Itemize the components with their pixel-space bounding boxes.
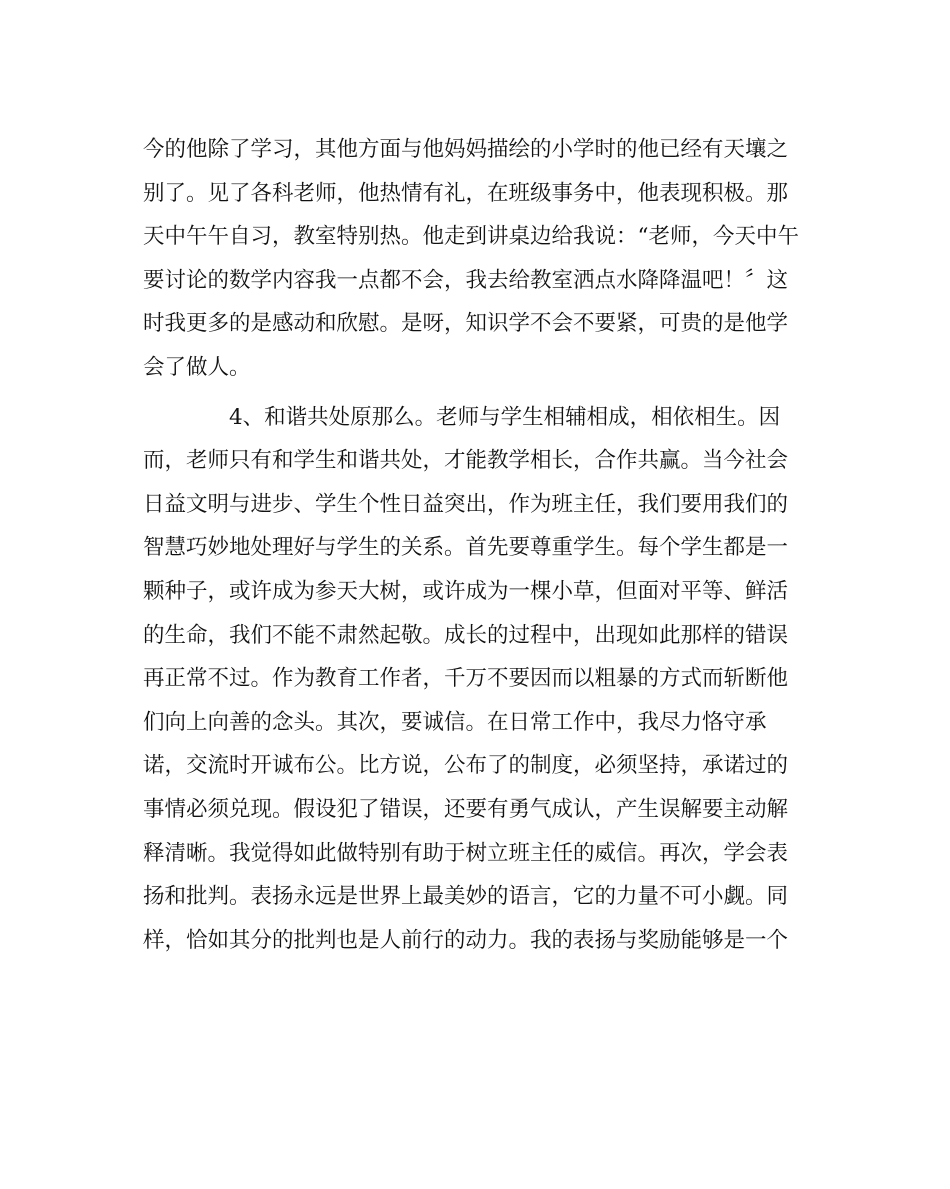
text-line: 今的他除了学习，其他方面与他妈妈描绘的小学时的他已经有天壤之 <box>143 137 789 162</box>
text-line: 会了做人。 <box>143 354 251 380</box>
text-line: 样，恰如其分的批判也是人前行的动力。我的表扬与奖励能够是一个 <box>143 927 789 953</box>
paragraph <box>143 128 803 390</box>
text-line: 别了。见了各科老师，他热情有礼，在班级事务中，他表现积极。那 <box>143 180 789 206</box>
text-line: 时我更多的是感动和欣慰。是呀，知识学不会不要紧，可贵的是他学 <box>143 311 789 337</box>
text-line: 日益文明与进步、学生个性日益突出，作为班主任，我们要用我们的 <box>143 491 789 517</box>
text-line: 们向上向善的念头。其次，要诚信。在日常工作中，我尽力恪守承 <box>143 709 767 735</box>
text-line: 诺，交流时开诚布公。比方说，公布了的制度，必须坚持，承诺过的 <box>143 753 789 779</box>
text-line: 要讨论的数学内容我一点都不会，我去给教室洒点水降降温吧！〞这 <box>143 267 789 293</box>
text-line: 扬和批判。表扬永远是世界上最美妙的语言，它的力量不可小觑。同 <box>143 884 789 910</box>
paragraph <box>143 396 803 963</box>
text-line: 4、和谐共处原那么。老师与学生相辅相成，相依相生。因 <box>229 404 781 430</box>
text-line: 颗种子，或许成为参天大树，或许成为一棵小草，但面对平等、鲜活 <box>143 578 789 604</box>
text-line: 智慧巧妙地处理好与学生的关系。首先要尊重学生。每个学生都是一 <box>143 535 789 561</box>
text-line: 天中午午自习，教室特别热。他走到讲桌边给我说：“老师，今天中午 <box>143 224 799 250</box>
text-line: 释清晰。我觉得如此做特别有助于树立班主任的威信。再次，学会表 <box>143 840 789 866</box>
text-line: 事情必须兑现。假设犯了错误，还要有勇气成认，产生误解要主动解 <box>143 796 789 822</box>
document-body <box>143 128 803 962</box>
text-line: 而，老师只有和学生和谐共处，才能教学相长，合作共赢。当今社会 <box>143 448 789 474</box>
text-line: 的生命，我们不能不肃然起敬。成长的过程中，出现如此那样的错误 <box>143 622 789 648</box>
text-line: 再正常不过。作为教育工作者，千万不要因而以粗暴的方式而斩断他 <box>143 666 789 692</box>
